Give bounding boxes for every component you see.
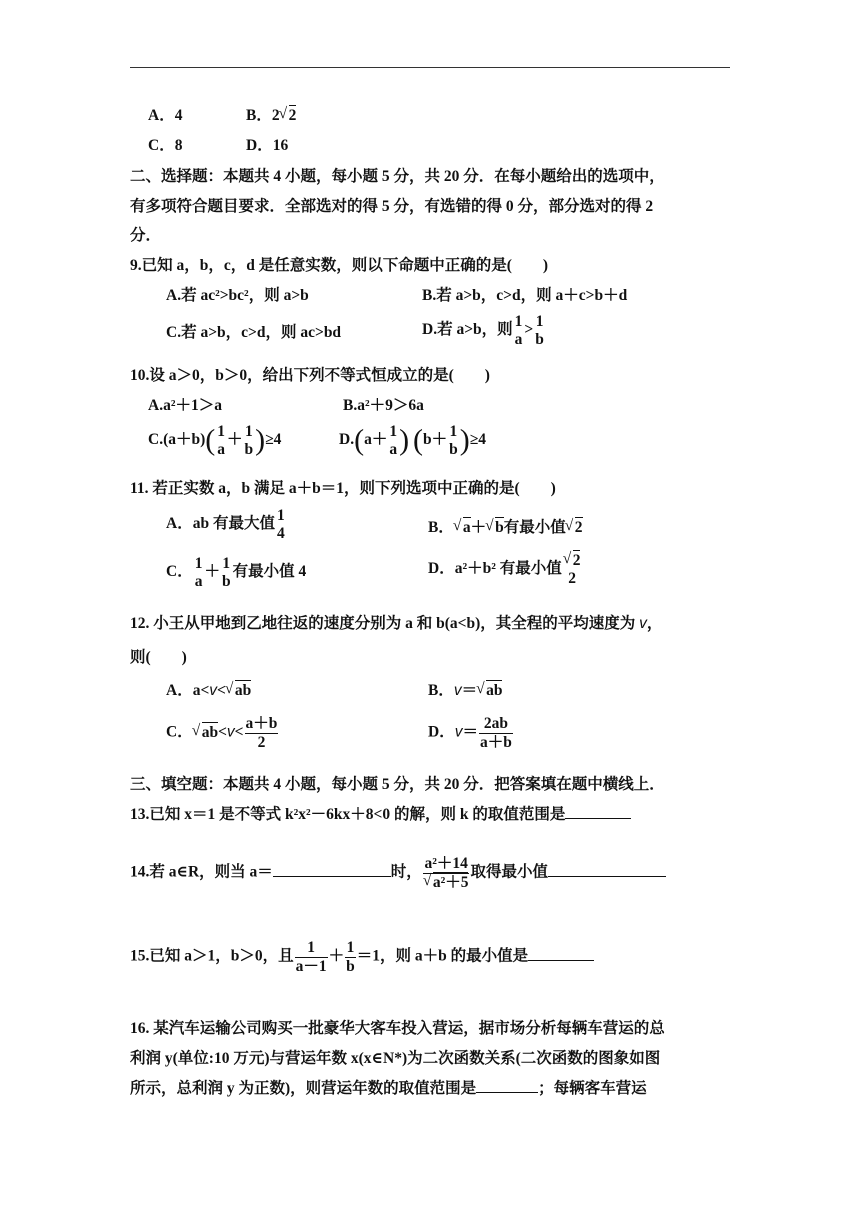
q14-answer-blank-2[interactable] — [548, 862, 666, 877]
prev-option-b: B．2√ 2 — [246, 105, 296, 127]
q16-line-3: 所示，总利润 y 为正数)，则营运年数的取值范围是 ；每辆客车营运 — [130, 1080, 647, 1097]
q16-answer-blank-1[interactable] — [476, 1078, 538, 1093]
q10-stem: 10.设 a＞0，b＞0，给出下列不等式恒成立的是( ) — [130, 367, 490, 384]
q14-text: 14.若 a∈R，则当 a＝ 时， a²＋14 √ a²＋5 取得最小值 — [130, 856, 666, 890]
q11-stem: 11. 若正实数 a，b 满足 a＋b＝1，则下列选项中正确的是( ) — [130, 480, 556, 497]
q10-option-c: C.(a＋b)( 1 a ＋ 1 b )≥4 — [148, 423, 282, 458]
section-2-line-2: 有多项符合题目要求．全部选对的得 5 分，有选错的得 0 分，部分选对的得 2 — [130, 198, 654, 215]
q10-option-a: A.a²＋1＞a — [148, 397, 222, 414]
prev-option-a: A．4 — [148, 107, 183, 124]
q9-option-c: C.若 a>b，c>d，则 ac>bd — [166, 324, 342, 341]
q9-option-a: A.若 ac²>bc²，则 a>b — [166, 287, 309, 304]
section-2-line-3: 分． — [130, 227, 162, 244]
q15-answer-blank[interactable] — [528, 946, 594, 961]
q11-option-b: B．√ a＋√ b有最小值√ 2 — [428, 515, 583, 537]
q13-text: 13.已知 x＝1 是不等式 k²x²－6kx＋8<0 的解，则 k 的取值范围是 — [130, 804, 631, 826]
q9-stem: 9.已知 a，b，c，d 是任意实数，则以下命题中正确的是( ) — [130, 257, 549, 274]
q15-text: 15.已知 a＞1，b＞0，且 $\frac{1}{a-1}$ ＋ $\frac{1}{b}$ ＝1，则 a＋b 的最小值是 — [130, 940, 594, 974]
q16-line-1: 16. 某汽车运输公司购买一批豪华大客车投入营运，据市场分析每辆车营运的总 — [130, 1020, 665, 1037]
q11-option-d: D．a²＋b² 有最小值 √ 2 2 — [428, 553, 582, 586]
q11-option-a: A．ab 有最大值 1 4 — [166, 507, 285, 542]
q16-line-2: 利润 y(单位:10 万元)与营运年数 x(x∈N*)为二次函数关系(二次函数的图象如图 — [130, 1050, 661, 1067]
q12-option-b: B．v＝√ ab — [428, 680, 502, 702]
q12-option-a: A．a<v<√ ab — [166, 680, 251, 702]
prev-option-d: D．16 — [246, 137, 289, 154]
q12-stem-line-1: 12. 小王从甲地到乙地往返的速度分别为 a 和 b(a<b)，其全程的平均速度为 v， — [130, 615, 663, 632]
q10-option-d: D.(a＋ 1 a ) (b＋ 1 b )≥4 — [339, 423, 486, 458]
header-rule — [130, 67, 730, 68]
q13-answer-blank[interactable] — [565, 804, 631, 819]
q9-option-d: D.若 a>b，则 1 a > 1 b — [422, 313, 544, 348]
q12-option-c: C．√ ab<v< $\frac{a+b}{2}$ — [166, 716, 279, 750]
section-3-line-1: 三、填空题：本题共 4 小题，每小题 5 分，共 20 分．把答案填在题中横线上． — [130, 776, 665, 793]
section-2-line-1: 二、选择题：本题共 4 小题，每小题 5 分，共 20 分．在每小题给出的选项中， — [130, 168, 665, 185]
prev-option-c: C．8 — [148, 137, 183, 154]
q14-answer-blank-1[interactable] — [273, 862, 391, 877]
q11-option-c: C． 1 a ＋ 1 b 有最小值 4 — [166, 555, 307, 590]
q12-stem-line-2: 则( ) — [130, 649, 187, 666]
q10-option-b: B.a²＋9＞6a — [343, 397, 424, 414]
q12-option-d: D．v＝ $\frac{2ab}{a+b}$ — [428, 715, 512, 751]
q9-option-b: B.若 a>b，c>d，则 a＋c>b＋d — [422, 287, 628, 304]
